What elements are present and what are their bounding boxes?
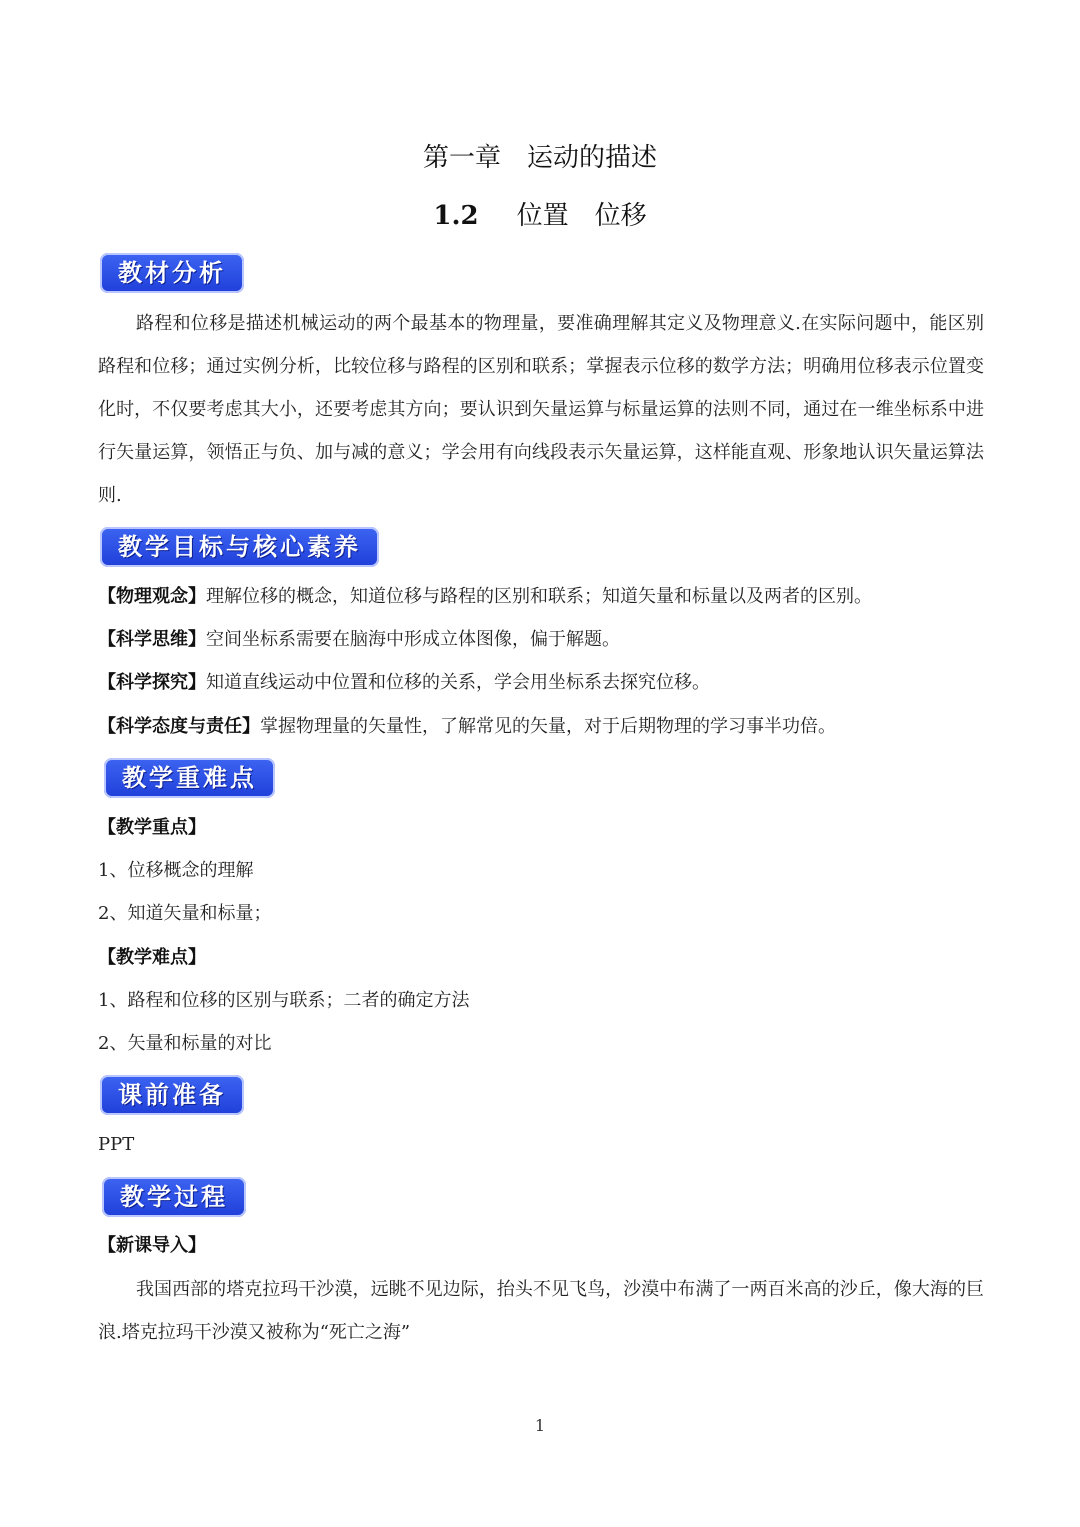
objective-item — [98, 626, 984, 654]
objective-text: 空间坐标系需要在脑海中形成立体图像，偏于解题。 — [206, 629, 620, 650]
chapter-name: 运动的描述 — [527, 143, 658, 173]
difficulty-label — [98, 944, 984, 972]
objective-text: 知道直线运动中位置和位移的关系，学会用坐标系去探究位移。 — [206, 672, 710, 693]
difficulty-item: 1、路程和位移的区别与联系；二者的确定方法 — [98, 990, 470, 1011]
objective-label: 【科学态度与责任】 — [98, 716, 260, 737]
intro-label-text: 【新课导入】 — [98, 1235, 206, 1256]
objective-label: 【物理观念】 — [98, 586, 206, 607]
section-number: 1.2 — [433, 201, 479, 231]
objectives-badge: 教学目标与核心素养 — [100, 527, 379, 567]
chapter-title — [0, 140, 1080, 176]
difficulty-label-text: 【教学难点】 — [98, 947, 206, 968]
intro-paragraph: 我国西部的塔克拉玛干沙漠，远眺不见边际，抬头不见飞鸟，沙漠中布满了一两百米高的沙丘，像大海的巨浪.塔克拉玛干沙漠又被称为“死亡之海” — [98, 1279, 984, 1343]
preparation-badge: 课前准备 — [100, 1075, 244, 1115]
section-title — [0, 198, 1080, 234]
objective-label: 【科学探究】 — [98, 672, 206, 693]
focus-label — [98, 814, 984, 842]
section-part2: 位移 — [594, 201, 647, 231]
focus-item: 1、位移概念的理解 — [98, 860, 254, 881]
section-part1: 位置 — [516, 201, 569, 231]
difficulty-item: 2、矢量和标量的对比 — [98, 1033, 272, 1054]
objective-item — [98, 669, 984, 697]
preparation-content: PPT — [98, 1134, 135, 1155]
key-points-badge: 教学重难点 — [104, 758, 275, 798]
focus-label-text: 【教学重点】 — [98, 817, 206, 838]
analysis-badge: 教材分析 — [100, 253, 244, 293]
objective-item — [98, 713, 984, 741]
objective-label: 【科学思维】 — [98, 629, 206, 650]
objective-text: 掌握物理量的矢量性，了解常见的矢量，对于后期物理的学习事半功倍。 — [260, 716, 836, 737]
process-badge: 教学过程 — [102, 1177, 246, 1217]
intro-label — [98, 1232, 984, 1260]
objective-text: 理解位移的概念，知道位移与路程的区别和联系；知道矢量和标量以及两者的区别。 — [206, 586, 872, 607]
focus-item: 2、知道矢量和标量； — [98, 903, 272, 924]
objective-item — [98, 583, 984, 611]
chapter-label: 第一章 — [422, 143, 501, 173]
analysis-paragraph: 路程和位移是描述机械运动的两个最基本的物理量，要准确理解其定义及物理意义.在实际问题中，能区别路程和位移；通过实例分析，比较位移与路程的区别和联系；掌握表示位移的数学方法；明确用位移表示位置变化时，不仅要考虑其大小，还要考虑其方向；要认识到矢量运算与标量运算的法则不同，通过在一维坐标系中进行矢量运算，领悟正与负、加与减的意义；学会用有向线段表示矢量运算，这样能直观、形象地认识矢量运算法则. — [98, 313, 984, 506]
page-number: 1 — [534, 1416, 546, 1435]
